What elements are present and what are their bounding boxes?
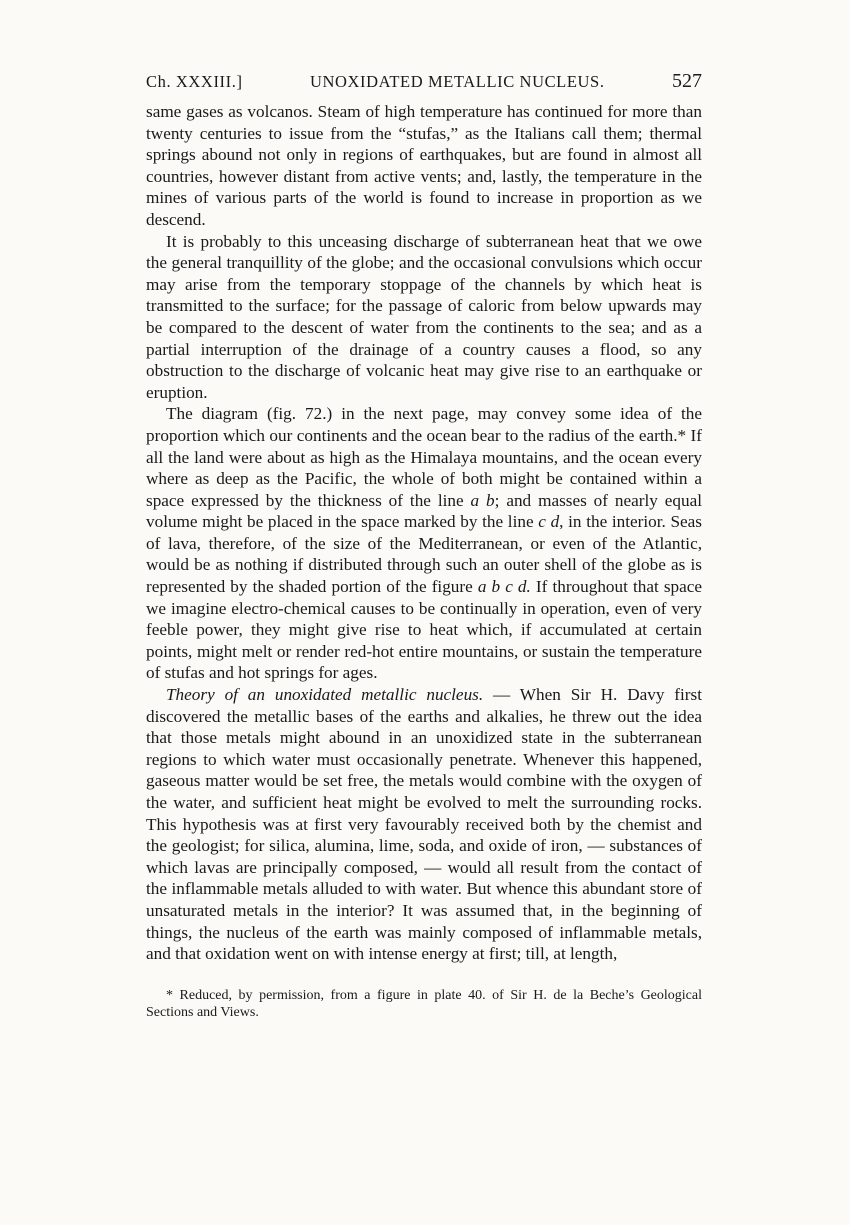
paragraph-3 xyxy=(146,403,702,684)
body-text xyxy=(146,101,702,965)
section-heading: Theory of an unoxidated metallic nucleus. xyxy=(166,685,484,705)
paragraph-3-part-a: The diagram (fig. 72.) in the next page, may convey some idea of the proportion which our continents and the ocean bear to the radius of the earth.* If all the land were about as high as the Himalaya mountains, and the ocean every where as deep as the Pacific, the whole of both might be contained within a space expressed by the thickness of the line xyxy=(146,404,702,510)
line-label-ab: a b xyxy=(470,490,495,510)
footnote: * Reduced, by permission, from a figure in plate 40. of Sir H. de la Beche’s Geological Sections and Views. xyxy=(146,987,702,1021)
paragraph-2: It is probably to this unceasing discharge of subterranean heat that we owe the general tranquillity of the globe; and the occasional convulsions which occur may arise from the temporary stoppage of the channels by which heat is transmitted to the surface; for the passage of caloric from below upwards may be compared to the descent of water from the continents to the sea; and as a partial interruption of the drainage of a country causes a flood, so any obstruction to the discharge of volcanic heat may give rise to an earthquake or eruption. xyxy=(146,231,702,402)
running-title: UNOXIDATED METALLIC NUCLEUS. xyxy=(309,72,605,91)
chapter-label: Ch. XXXIII.] xyxy=(146,72,243,91)
line-label-cd: c d xyxy=(538,512,560,532)
paragraph-4-text: — When Sir H. Davy first discovered the metallic bases of the earths and alkalies, he threw out the idea that those metals might abound in an unoxidized state in the subterranean regions to which water must occasionally penetrate. Whenever this happened, gaseous matter would be set free, the metals would combine with the oxygen of the water, and sufficient heat might be evolved to melt the surrounding rocks. This hypothesis was at first very favourably received both by the chemist and the geologist; for silica, alumina, lime, soda, and oxide of iron, — substances of which lavas are principally composed, — would all result from the contact of the inflammable metals alluded to with water. But whence this abundant store of unsaturated metals in the interior? It was assumed that, in the beginning of things, the nucleus of the earth was mainly composed of inflammable metals, and that oxidation went on with intense energy at first; till, at length, xyxy=(146,685,702,964)
paragraph-3-part-c: , in the interior. Seas of lava, therefore, of the size of the Mediterranean, or even of the Atlantic, would be as nothing if distributed through such an outer shell of the globe as is represented by the shaded portion of the figure xyxy=(146,512,702,597)
page-number: 527 xyxy=(671,70,702,92)
paragraph-4 xyxy=(146,684,702,965)
paragraph-1: same gases as volcanos. Steam of high temperature has continued for more than twenty centuries to issue from the “stufas,” as the Italians call them; thermal springs abound not only in regions of earthquakes, but are found in almost all countries, however distant from active vents; and, lastly, the temperature in the mines of various parts of the world is found to increase in proportion as we descend. xyxy=(146,102,702,229)
paragraph-3-part-b: ; and masses of nearly equal volume might be placed in the space marked by the line xyxy=(146,490,702,532)
paragraph-3-part-d: If throughout that space we imagine electro-chemical causes to be continually in operation, even of very feeble power, they might give rise to heat which, if accumulated at certain points, might melt or render red-hot entire mountains, or sustain the temperature of stufas and hot springs for ages. xyxy=(146,577,703,683)
figure-label-abcd: a b c d. xyxy=(477,577,531,597)
running-head xyxy=(146,70,702,93)
